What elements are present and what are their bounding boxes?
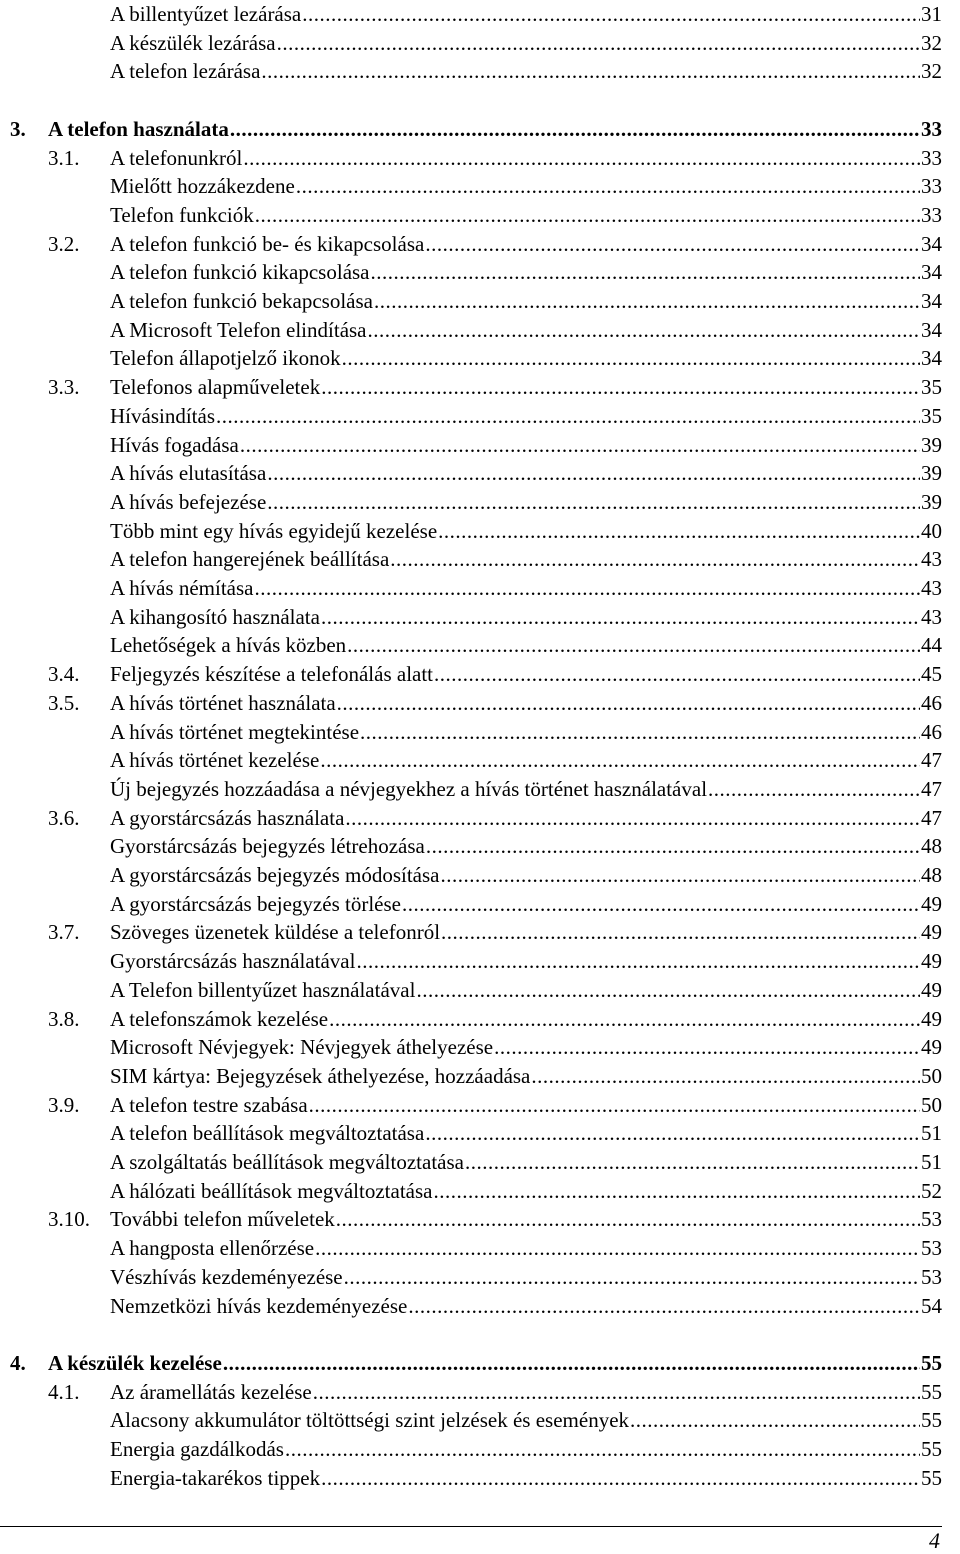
- dot-leader: [240, 431, 920, 459]
- toc-entry-page: 33: [921, 174, 942, 199]
- toc-entry[interactable]: [0, 488, 960, 516]
- toc-entry-page: 44: [921, 633, 942, 658]
- toc-entry-title: A gyorstárcsázás használata: [110, 805, 345, 830]
- toc-entry-title: A gyorstárcsázás bejegyzés törlése: [110, 891, 401, 916]
- dot-leader: [425, 1119, 920, 1147]
- toc-entry-title: A telefon testre szabása: [110, 1092, 308, 1117]
- toc-entry[interactable]: [0, 0, 960, 28]
- toc-entry-title: A hívás némítása: [110, 576, 254, 600]
- dot-leader: [368, 316, 920, 344]
- toc-entry-page: 55: [921, 1350, 942, 1375]
- toc-entry-title: A telefonszámok kezelése: [110, 1006, 329, 1031]
- dot-leader: [321, 373, 920, 401]
- toc-entry-title: A telefon funkció kikapcsolása: [110, 260, 370, 285]
- toc-entry[interactable]: [0, 29, 960, 57]
- toc-entry[interactable]: [0, 1148, 960, 1176]
- toc-entry[interactable]: [0, 373, 960, 401]
- toc-entry-page: 39: [921, 461, 942, 486]
- toc-entry-title: Energia-takarékos tippek: [110, 1465, 321, 1490]
- toc-entry[interactable]: [0, 1062, 960, 1090]
- toc-entry-title: Vészhívás kezdeményezése: [110, 1264, 343, 1289]
- dot-leader: [230, 115, 920, 143]
- toc-entry[interactable]: [0, 1435, 960, 1463]
- toc-entry-title: A telefon funkció be- és kikapcsolása: [110, 231, 425, 256]
- toc-entry-title: Az áramellátás kezelése: [110, 1379, 312, 1404]
- toc-entry[interactable]: [0, 1378, 960, 1406]
- toc-entry[interactable]: [0, 230, 960, 258]
- toc-entry[interactable]: [0, 1349, 960, 1377]
- toc-entry-page: 34: [921, 260, 942, 285]
- toc-entry-page: 47: [921, 748, 942, 773]
- toc-entry-title: A hívás történet megtekintése: [110, 719, 360, 744]
- toc-entry-number: 3.7.: [48, 920, 80, 945]
- toc-entry-page: 49: [921, 949, 942, 974]
- toc-entry-page: 39: [921, 432, 942, 457]
- toc-entry-page: 33: [921, 145, 942, 170]
- toc-entry[interactable]: [0, 890, 960, 918]
- dot-leader: [321, 1464, 920, 1492]
- toc-entry-number: 3.2.: [48, 231, 80, 256]
- toc-entry-title: A készülék kezelése: [48, 1350, 222, 1375]
- toc-entry-title: A telefon lezárása: [110, 59, 261, 84]
- dot-leader: [255, 201, 920, 229]
- toc-entry[interactable]: [0, 574, 960, 602]
- toc-entry-number: 3.9.: [48, 1092, 80, 1117]
- toc-entry-page: 53: [921, 1207, 942, 1232]
- toc-entry-number: 3.1.: [48, 145, 80, 170]
- dot-leader: [337, 689, 920, 717]
- dot-leader: [254, 574, 920, 602]
- toc-entry[interactable]: [0, 201, 960, 229]
- dot-leader: [416, 976, 920, 1004]
- toc-entry-title: SIM kártya: Bejegyzések áthelyezése, hozzáadása: [110, 1063, 531, 1088]
- toc-entry-title: Több mint egy hívás egyidejű kezelése: [110, 518, 438, 543]
- dot-leader: [261, 57, 920, 85]
- toc-entry-title: A szolgáltatás beállítások megváltoztatása: [110, 1150, 464, 1174]
- toc-entry-page: 48: [921, 834, 942, 859]
- toc-entry-page: 48: [921, 863, 942, 887]
- toc-entry-page: 47: [921, 776, 942, 801]
- toc-entry-page: 53: [921, 1264, 942, 1289]
- toc-entry[interactable]: [0, 1234, 960, 1262]
- toc-entry-page: 33: [921, 116, 942, 141]
- toc-entry-title: Mielőtt hozzákezdene: [110, 174, 295, 199]
- dot-leader: [296, 172, 920, 200]
- toc-entry-page: 43: [921, 604, 942, 629]
- toc-entry-page: 50: [921, 1063, 942, 1088]
- toc-entry-title: A telefon beállítások megváltoztatása: [110, 1121, 425, 1146]
- toc-entry-page: 49: [921, 1035, 942, 1060]
- toc-entry[interactable]: [0, 1119, 960, 1147]
- toc-entry-page: 51: [921, 1121, 942, 1146]
- dot-leader: [426, 832, 920, 860]
- toc-entry[interactable]: [0, 1292, 960, 1320]
- toc-entry-page: 55: [921, 1465, 942, 1490]
- toc-entry[interactable]: [0, 517, 960, 545]
- toc-entry-title: Szöveges üzenetek küldése a telefonról: [110, 920, 441, 945]
- toc-entry[interactable]: [0, 775, 960, 803]
- dot-leader: [465, 1148, 920, 1176]
- toc-entry-number: 3.6.: [48, 805, 80, 830]
- toc-entry[interactable]: [0, 1406, 960, 1434]
- dot-leader: [345, 804, 920, 832]
- dot-leader: [371, 258, 920, 286]
- toc-entry-number: 4.1.: [48, 1379, 80, 1404]
- toc-entry-title: További telefon műveletek: [110, 1207, 335, 1232]
- dot-leader: [336, 1205, 920, 1233]
- dot-leader: [309, 1091, 920, 1119]
- toc-entry-title: Nemzetközi hívás kezdeményezése: [110, 1293, 408, 1318]
- toc-entry-title: Telefonos alapműveletek: [110, 375, 321, 400]
- toc-entry[interactable]: [0, 718, 960, 746]
- toc-entry-page: 46: [921, 719, 942, 744]
- toc-entry-page: 53: [921, 1236, 942, 1261]
- toc-entry[interactable]: [0, 431, 960, 459]
- toc-entry[interactable]: [0, 746, 960, 774]
- toc-entry[interactable]: [0, 976, 960, 1004]
- dot-leader: [630, 1406, 920, 1434]
- dot-leader: [267, 459, 920, 487]
- toc-entry[interactable]: [0, 344, 960, 372]
- toc-entry[interactable]: [0, 57, 960, 85]
- toc-entry-page: 49: [921, 977, 942, 1002]
- toc-entry[interactable]: [0, 1005, 960, 1033]
- dot-leader: [425, 230, 920, 258]
- dot-leader: [441, 918, 920, 946]
- footer-rule: [0, 1526, 942, 1527]
- toc-entry-title: A telefon funkció bekapcsolása: [110, 289, 373, 313]
- dot-leader: [440, 861, 920, 889]
- toc-entry-page: 52: [921, 1178, 942, 1203]
- toc-entry-page: 31: [921, 2, 942, 26]
- dot-leader: [329, 1005, 920, 1033]
- toc-entry[interactable]: [0, 603, 960, 631]
- toc-entry-page: 33: [921, 202, 942, 227]
- toc-entry-page: 35: [921, 375, 942, 400]
- toc-entry[interactable]: [0, 1033, 960, 1061]
- toc-entry-page: 55: [921, 1408, 942, 1433]
- dot-leader: [494, 1033, 920, 1061]
- dot-leader: [390, 545, 920, 573]
- toc-entry-title: Hívásindítás: [110, 403, 215, 428]
- toc-entry-page: 43: [921, 547, 942, 572]
- toc-entry-page: 55: [921, 1437, 942, 1461]
- toc-entry[interactable]: [0, 459, 960, 487]
- toc-entry[interactable]: [0, 832, 960, 860]
- toc-entry-title: A hálózati beállítások megváltoztatása: [110, 1178, 433, 1203]
- dot-leader: [374, 287, 920, 315]
- toc-entry-page: 40: [921, 518, 942, 543]
- toc-entry-number: 3.5.: [48, 690, 80, 715]
- dot-leader: [285, 1435, 920, 1463]
- toc-entry-title: Telefon állapotjelző ikonok: [110, 346, 341, 371]
- toc-entry-page: 35: [921, 403, 942, 428]
- toc-entry-title: A Microsoft Telefon elindítása: [110, 317, 367, 342]
- dot-leader: [438, 517, 920, 545]
- toc-entry-page: 49: [921, 891, 942, 916]
- dot-leader: [434, 660, 920, 688]
- toc-entry-page: 50: [921, 1092, 942, 1117]
- toc-entry-number: 3.: [10, 116, 26, 141]
- toc-entry-title: Energia gazdálkodás: [110, 1437, 284, 1461]
- toc-entry-title: Hívás fogadása: [110, 432, 239, 457]
- toc-entry-page: 43: [921, 576, 942, 600]
- toc-entry-title: Telefon funkciók: [110, 202, 254, 227]
- toc-entry-page: 55: [921, 1379, 942, 1404]
- toc-entry-page: 34: [921, 289, 942, 313]
- toc-entry-title: A Telefon billentyűzet használatával: [110, 977, 416, 1002]
- toc-entry-title: A készülék lezárása: [110, 30, 276, 55]
- toc-entry-page: 49: [921, 920, 942, 945]
- toc-entry-title: Alacsony akkumulátor töltöttségi szint jelzések és események: [110, 1408, 630, 1433]
- toc-entry-page: 34: [921, 317, 942, 342]
- toc-entry-title: Feljegyzés készítése a telefonálás alatt: [110, 662, 434, 687]
- toc-entry-title: Új bejegyzés hozzáadása a névjegyekhez a hívás történet használatával: [110, 776, 708, 801]
- toc-entry-title: A hangposta ellenőrzése: [110, 1236, 315, 1261]
- toc-entry[interactable]: [0, 258, 960, 286]
- toc-entry[interactable]: [0, 1091, 960, 1119]
- toc-entry[interactable]: [0, 402, 960, 430]
- toc-entry-page: 32: [921, 59, 942, 84]
- dot-leader: [356, 947, 920, 975]
- toc-entry[interactable]: [0, 1263, 960, 1291]
- dot-leader: [216, 402, 920, 430]
- toc-entry[interactable]: [0, 316, 960, 344]
- dot-leader: [360, 718, 920, 746]
- toc-entry-page: 32: [921, 30, 942, 55]
- toc-entry-number: 3.4.: [48, 662, 80, 687]
- toc-entry-title: A telefon hangerejének beállítása: [110, 547, 390, 572]
- dot-leader: [408, 1292, 920, 1320]
- toc-entry-title: Lehetőségek a hívás közben: [110, 633, 347, 658]
- toc-entry-number: 3.3.: [48, 375, 80, 400]
- dot-leader: [277, 29, 920, 57]
- toc-entry[interactable]: [0, 947, 960, 975]
- dot-leader: [320, 746, 920, 774]
- toc-entry-number: 3.10.: [48, 1207, 90, 1232]
- toc-entry-page: 51: [921, 1150, 942, 1174]
- toc-entry[interactable]: [0, 1464, 960, 1492]
- toc-entry[interactable]: [0, 689, 960, 717]
- toc-entry-page: 45: [921, 662, 942, 687]
- toc-entry[interactable]: [0, 287, 960, 315]
- toc-entry-number: 4.: [10, 1350, 26, 1375]
- toc-entry-title: A billentyűzet lezárása: [110, 2, 302, 26]
- dot-leader: [315, 1234, 920, 1262]
- toc-entry[interactable]: [0, 545, 960, 573]
- dot-leader: [342, 344, 920, 372]
- toc-entry-page: 47: [921, 805, 942, 830]
- toc-entry[interactable]: [0, 1205, 960, 1233]
- toc-entry-page: 54: [921, 1293, 942, 1318]
- toc-entry-page: 46: [921, 690, 942, 715]
- toc-entry[interactable]: [0, 918, 960, 946]
- page-number: 4: [929, 1528, 940, 1553]
- dot-leader: [313, 1378, 920, 1406]
- toc-entry-title: A hívás történet használata: [110, 690, 336, 715]
- dot-leader: [708, 775, 920, 803]
- dot-leader: [402, 890, 920, 918]
- dot-leader: [347, 631, 920, 659]
- toc-entry-number: 3.8.: [48, 1006, 80, 1031]
- dot-leader: [321, 603, 920, 631]
- dot-leader: [433, 1177, 920, 1205]
- toc-entry-page: 39: [921, 489, 942, 514]
- toc-entry-title: A hívás elutasítása: [110, 461, 267, 486]
- toc-entry-title: A gyorstárcsázás bejegyzés módosítása: [110, 863, 440, 887]
- toc-entry-page: 34: [921, 231, 942, 256]
- toc-entry[interactable]: [0, 631, 960, 659]
- toc-entry[interactable]: [0, 1177, 960, 1205]
- dot-leader: [243, 144, 920, 172]
- toc-entry-title: A kihangosító használata: [110, 604, 320, 629]
- dot-leader: [344, 1263, 920, 1291]
- dot-leader: [267, 488, 920, 516]
- toc-entry-title: A telefon használata: [48, 116, 229, 141]
- dot-leader: [531, 1062, 920, 1090]
- toc-entry[interactable]: [0, 804, 960, 832]
- toc-entry[interactable]: [0, 172, 960, 200]
- toc-entry-page: 34: [921, 346, 942, 371]
- toc-entry-title: Gyorstárcsázás bejegyzés létrehozása: [110, 834, 425, 859]
- toc-entry-title: Microsoft Névjegyek: Névjegyek áthelyezése: [110, 1035, 494, 1060]
- toc-entry[interactable]: [0, 144, 960, 172]
- dot-leader: [223, 1349, 920, 1377]
- toc-entry[interactable]: [0, 660, 960, 688]
- toc-entry-title: Gyorstárcsázás használatával: [110, 949, 356, 974]
- toc-entry-page: 49: [921, 1006, 942, 1031]
- toc-entry-title: A telefonunkról: [110, 145, 243, 170]
- dot-leader: [302, 0, 920, 28]
- toc-entry[interactable]: [0, 115, 960, 143]
- toc-entry-title: A hívás történet kezelése: [110, 748, 320, 773]
- toc-entry-title: A hívás befejezése: [110, 489, 267, 514]
- toc-entry[interactable]: [0, 861, 960, 889]
